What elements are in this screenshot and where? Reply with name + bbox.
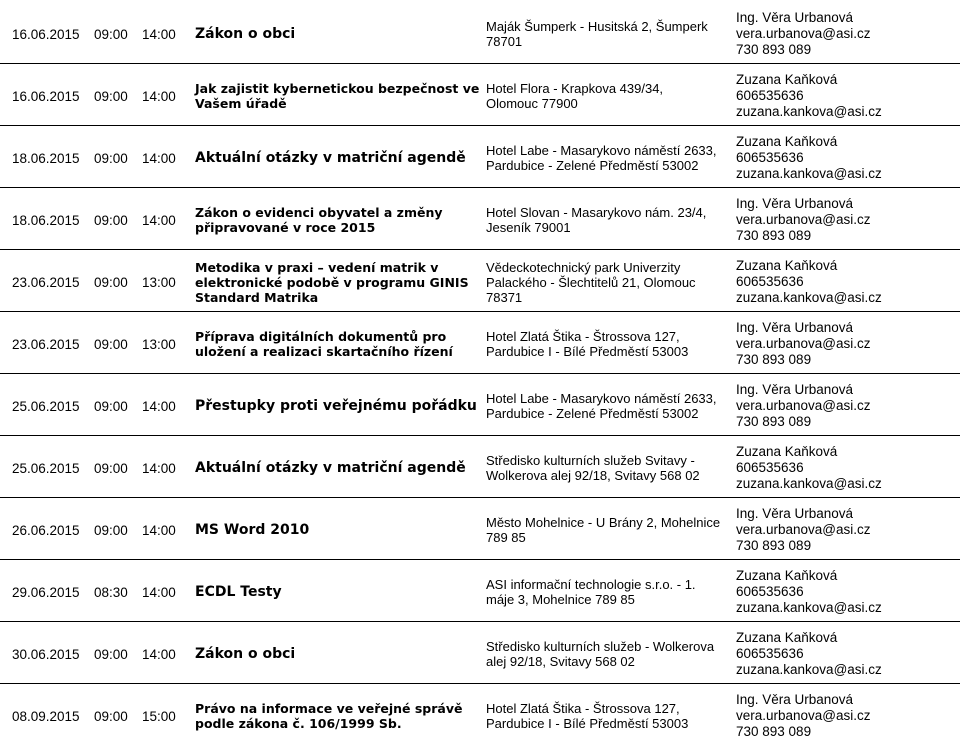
table-row — [0, 127, 960, 189]
topic-line: Metodika v praxi – vedení matrik v — [195, 259, 439, 275]
contact-cell — [736, 251, 960, 313]
end-time-cell: 14:00 — [142, 460, 176, 476]
topic-line: Vašem úřadě — [195, 96, 287, 111]
topic-line: uložení a realizaci skartačního řízení — [195, 344, 453, 359]
contact-line: vera.urbanova@asi.cz — [736, 336, 871, 351]
course-topic-cell — [195, 189, 450, 251]
table-row — [0, 251, 960, 313]
contact-line: vera.urbanova@asi.cz — [736, 26, 871, 41]
start-time-cell: 09:00 — [94, 398, 128, 414]
course-topic-cell — [195, 3, 450, 65]
table-row — [0, 189, 960, 251]
contact-line: zuzana.kankova@asi.cz — [736, 476, 882, 491]
start-time-cell: 09:00 — [94, 212, 128, 228]
contact-line: zuzana.kankova@asi.cz — [736, 166, 882, 181]
start-time-cell: 09:00 — [94, 460, 128, 476]
location-line: 789 85 — [486, 530, 526, 545]
location-cell — [486, 127, 726, 189]
contact-line: zuzana.kankova@asi.cz — [736, 104, 882, 119]
table-row — [0, 313, 960, 375]
contact-line: Zuzana Kaňková — [736, 444, 838, 459]
location-cell — [486, 65, 726, 127]
location-line: Středisko kulturních služeb Svitavy - — [486, 453, 695, 468]
course-topic-cell — [195, 375, 477, 437]
contact-cell — [736, 65, 960, 127]
location-line: Wolkerova alej 92/18, Svitavy 568 02 — [486, 468, 700, 483]
start-time-cell: 09:00 — [94, 274, 128, 290]
contact-line: 606535636 — [736, 88, 804, 103]
contact-line: zuzana.kankova@asi.cz — [736, 600, 882, 615]
contact-cell — [736, 127, 960, 189]
table-row — [0, 561, 960, 623]
location-cell — [486, 251, 726, 313]
contact-line: 730 893 089 — [736, 538, 812, 553]
location-line: Olomouc 77900 — [486, 96, 578, 111]
contact-line: Ing. Věra Urbanová — [736, 10, 854, 25]
contact-cell — [736, 685, 960, 747]
contact-line: 730 893 089 — [736, 228, 812, 243]
location-line: Palackého - Šlechtitelů 21, Olomouc — [486, 274, 696, 290]
start-time-cell: 09:00 — [94, 336, 128, 352]
table-row — [0, 437, 960, 499]
contact-line: vera.urbanova@asi.cz — [736, 708, 871, 723]
contact-cell — [736, 623, 960, 685]
location-line: Pardubice I - Bílé Předměstí 53003 — [486, 344, 689, 359]
contact-line: Ing. Věra Urbanová — [736, 692, 854, 707]
table-row — [0, 65, 960, 127]
end-time-cell: 14:00 — [142, 88, 176, 104]
topic-line: Aktuální otázky v matriční agendě — [195, 459, 466, 476]
location-line: Hotel Zlatá Štika - Štrossova 127, — [486, 701, 680, 716]
table-row — [0, 623, 960, 685]
location-cell — [486, 3, 726, 65]
contact-cell — [736, 189, 960, 251]
course-topic-cell — [195, 65, 480, 127]
contact-line: zuzana.kankova@asi.cz — [736, 662, 882, 677]
date-cell: 25.06.2015 — [12, 398, 80, 414]
end-time-cell: 14:00 — [142, 522, 176, 538]
contact-line: vera.urbanova@asi.cz — [736, 522, 871, 537]
end-time-cell: 15:00 — [142, 708, 176, 724]
topic-line: elektronické podobě v programu GINIS — [195, 274, 469, 290]
contact-line: 730 893 089 — [736, 352, 812, 367]
date-cell: 25.06.2015 — [12, 460, 80, 476]
date-cell: 30.06.2015 — [12, 646, 80, 662]
course-topic-cell — [195, 251, 469, 313]
location-line: Hotel Slovan - Masarykovo nám. 23/4, — [486, 205, 707, 220]
start-time-cell: 09:00 — [94, 26, 128, 42]
location-line: Jeseník 79001 — [486, 220, 571, 235]
location-line: Hotel Zlatá Štika - Štrossova 127, — [486, 329, 680, 344]
contact-line: zuzana.kankova@asi.cz — [736, 290, 882, 305]
course-topic-cell — [195, 437, 466, 499]
table-row — [0, 499, 960, 561]
location-cell — [486, 499, 726, 561]
contact-line: Ing. Věra Urbanová — [736, 320, 854, 335]
start-time-cell: 08:30 — [94, 584, 128, 600]
location-line: Hotel Labe - Masarykovo náměstí 2633, — [486, 143, 717, 158]
location-line: Město Mohelnice - U Brány 2, Mohelnice — [486, 515, 721, 530]
contact-line: Zuzana Kaňková — [736, 630, 838, 645]
location-line: Pardubice - Zelené Předměstí 53002 — [486, 406, 699, 421]
start-time-cell: 09:00 — [94, 88, 128, 104]
location-line: 78701 — [486, 34, 523, 49]
location-line: Středisko kulturních služeb - Wolkerova — [486, 639, 715, 654]
topic-line: Zákon o obci — [195, 645, 296, 662]
date-cell: 18.06.2015 — [12, 212, 80, 228]
location-line: máje 3, Mohelnice 789 85 — [486, 592, 635, 607]
contact-line: Ing. Věra Urbanová — [736, 506, 854, 521]
location-line: Hotel Flora - Krapkova 439/34, — [486, 81, 664, 96]
contact-line: 606535636 — [736, 274, 804, 289]
table-row — [0, 685, 960, 747]
table-row — [0, 3, 960, 65]
start-time-cell: 09:00 — [94, 522, 128, 538]
contact-cell — [736, 375, 960, 437]
location-cell — [486, 623, 726, 685]
contact-cell — [736, 3, 960, 65]
end-time-cell: 14:00 — [142, 150, 176, 166]
contact-line: Zuzana Kaňková — [736, 258, 838, 273]
topic-line: Jak zajistit kybernetickou bezpečnost ve — [195, 81, 480, 96]
contact-line: Ing. Věra Urbanová — [736, 382, 854, 397]
contact-line: 606535636 — [736, 150, 804, 165]
end-time-cell: 13:00 — [142, 336, 176, 352]
end-time-cell: 14:00 — [142, 398, 176, 414]
contact-line: 606535636 — [736, 460, 804, 475]
topic-line: Příprava digitálních dokumentů pro — [195, 329, 447, 344]
end-time-cell: 14:00 — [142, 26, 176, 42]
location-line: Pardubice I - Bílé Předměstí 53003 — [486, 716, 689, 731]
location-line: Pardubice - Zelené Předměstí 53002 — [486, 158, 699, 173]
date-cell: 26.06.2015 — [12, 522, 80, 538]
topic-line: připravované v roce 2015 — [195, 220, 376, 235]
topic-line: Zákon o evidenci obyvatel a změny — [195, 205, 443, 220]
contact-line: Zuzana Kaňková — [736, 134, 838, 149]
location-line: 78371 — [486, 289, 523, 305]
location-cell — [486, 437, 726, 499]
topic-line: podle zákona č. 106/1999 Sb. — [195, 716, 402, 731]
location-line: Maják Šumperk - Husitská 2, Šumperk — [486, 19, 708, 34]
location-cell — [486, 313, 726, 375]
topic-line: Zákon o obci — [195, 25, 296, 42]
date-cell: 23.06.2015 — [12, 336, 80, 352]
location-line: ASI informační technologie s.r.o. - 1. — [486, 577, 696, 592]
date-cell: 16.06.2015 — [12, 26, 80, 42]
location-cell — [486, 685, 726, 747]
end-time-cell: 13:00 — [142, 274, 176, 290]
topic-line: Aktuální otázky v matriční agendě — [195, 149, 466, 166]
topic-line: Přestupky proti veřejnému pořádku — [195, 397, 477, 414]
topic-line: ECDL Testy — [195, 583, 282, 600]
location-line: Hotel Labe - Masarykovo náměstí 2633, — [486, 391, 717, 406]
contact-line: 606535636 — [736, 646, 804, 661]
end-time-cell: 14:00 — [142, 584, 176, 600]
topic-line: Standard Matrika — [195, 289, 319, 305]
course-topic-cell — [195, 561, 450, 623]
contact-line: vera.urbanova@asi.cz — [736, 212, 871, 227]
course-topic-cell — [195, 313, 453, 375]
contact-cell — [736, 437, 960, 499]
contact-cell — [736, 561, 960, 623]
location-cell — [486, 375, 726, 437]
contact-line: 730 893 089 — [736, 414, 812, 429]
contact-line: Zuzana Kaňková — [736, 72, 838, 87]
course-topic-cell — [195, 685, 463, 747]
course-topic-cell — [195, 499, 450, 561]
end-time-cell: 14:00 — [142, 212, 176, 228]
contact-line: 730 893 089 — [736, 42, 812, 57]
end-time-cell: 14:00 — [142, 646, 176, 662]
contact-cell — [736, 313, 960, 375]
date-cell: 18.06.2015 — [12, 150, 80, 166]
date-cell: 16.06.2015 — [12, 88, 80, 104]
topic-line: MS Word 2010 — [195, 521, 310, 538]
start-time-cell: 09:00 — [94, 150, 128, 166]
contact-line: Ing. Věra Urbanová — [736, 196, 854, 211]
contact-line: Zuzana Kaňková — [736, 568, 838, 583]
table-row — [0, 375, 960, 437]
date-cell: 29.06.2015 — [12, 584, 80, 600]
location-line: Vědeckotechnický park Univerzity — [486, 259, 681, 275]
start-time-cell: 09:00 — [94, 708, 128, 724]
date-cell: 08.09.2015 — [12, 708, 80, 724]
course-topic-cell — [195, 623, 450, 685]
course-topic-cell — [195, 127, 466, 189]
date-cell: 23.06.2015 — [12, 274, 80, 290]
contact-line: 730 893 089 — [736, 724, 812, 739]
contact-line: vera.urbanova@asi.cz — [736, 398, 871, 413]
start-time-cell: 09:00 — [94, 646, 128, 662]
location-line: alej 92/18, Svitavy 568 02 — [486, 654, 635, 669]
location-cell — [486, 561, 726, 623]
contact-cell — [736, 499, 960, 561]
location-cell — [486, 189, 726, 251]
contact-line: 606535636 — [736, 584, 804, 599]
topic-line: Právo na informace ve veřejné správě — [195, 701, 463, 716]
